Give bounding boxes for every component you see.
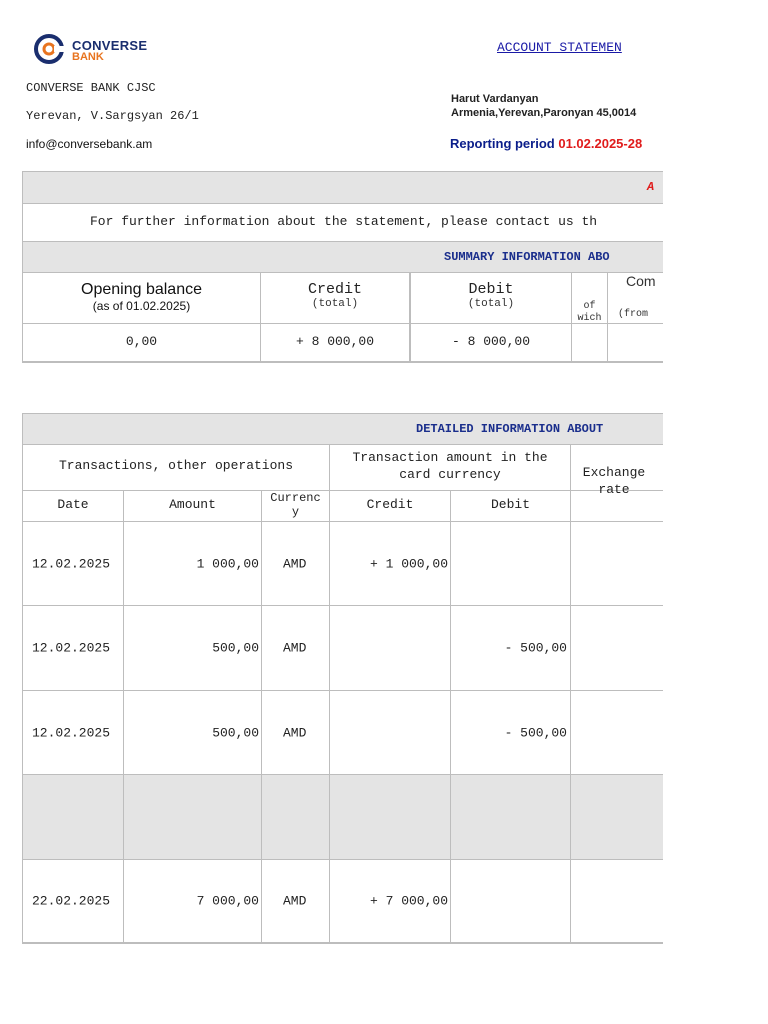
- bank-email[interactable]: info@conversebank.am: [26, 137, 153, 151]
- bank-logo: [34, 34, 174, 68]
- details-column-header-row: [23, 491, 663, 522]
- col-currency-2: y: [291, 505, 300, 519]
- summary-values-row: [23, 324, 663, 362]
- amount-group-label-2: card currency: [399, 467, 501, 482]
- details-group-header-row: [23, 445, 663, 497]
- col-date: Date: [57, 497, 89, 512]
- credit-total-value: + 8 000,00: [295, 334, 374, 349]
- details-table: [22, 413, 663, 944]
- details-title: DETAILED INFORMATION ABOUT: [416, 422, 604, 436]
- details-title-row: [23, 414, 663, 445]
- row-amount: 500,00: [212, 640, 259, 656]
- commission-label: Com: [626, 273, 656, 289]
- transactions-group-label: Transactions, other operations: [58, 458, 294, 473]
- col-currency-1: Currenc: [270, 491, 321, 505]
- reporting-period: [450, 136, 642, 151]
- summary-title: SUMMARY INFORMATION ABO: [444, 250, 610, 264]
- row-credit: + 1 000,00: [369, 556, 448, 571]
- summary-title-row: [23, 242, 663, 273]
- row-date: 22.02.2025: [32, 893, 111, 909]
- row-currency: AMD: [283, 556, 307, 571]
- exchange-rate-label-1: Exchange: [582, 465, 646, 480]
- col-amount: Amount: [169, 497, 216, 512]
- logo-subword: BANK: [72, 51, 104, 63]
- wich-label: wich: [577, 313, 602, 324]
- commission-sub: (from: [618, 309, 649, 320]
- opening-balance-value: 0,00: [125, 334, 158, 349]
- bank-address: Yerevan, V.Sargsyan 26/1: [26, 109, 199, 123]
- opening-balance-date: (as of 01.02.2025): [92, 299, 191, 313]
- row-currency: AMD: [283, 725, 307, 740]
- table-row: [23, 691, 663, 775]
- row-date: 12.02.2025: [32, 556, 111, 571]
- notice-text: For further information about the statement, please contact us th: [90, 214, 598, 229]
- table-row: [23, 606, 663, 691]
- row-currency: AMD: [283, 893, 307, 909]
- client-address: Armenia,Yerevan,Paronyan 45,0014: [451, 107, 637, 119]
- row-currency: AMD: [283, 640, 307, 656]
- row-amount: 7 000,00: [196, 893, 259, 909]
- debit-total-label: Debit: [468, 281, 514, 298]
- notice-fragment: A: [647, 180, 655, 194]
- opening-balance-label: Opening balance: [81, 281, 202, 298]
- row-amount: 1 000,00: [196, 556, 259, 571]
- table-row: [23, 860, 663, 943]
- credit-total-sub: (total): [311, 298, 359, 310]
- of-label: of: [583, 301, 596, 312]
- client-name: Harut Vardanyan: [451, 93, 539, 105]
- exchange-rate-label-2: rate: [598, 482, 630, 497]
- table-row: [23, 775, 663, 860]
- row-credit: + 7 000,00: [369, 893, 448, 909]
- summary-table: [22, 171, 663, 363]
- row-debit: - 500,00: [504, 725, 567, 740]
- col-debit: Debit: [490, 497, 530, 512]
- bank-name: CONVERSE BANK CJSC: [26, 81, 156, 95]
- row-date: 12.02.2025: [32, 640, 111, 656]
- logo-wordmark: CONVERSE: [72, 38, 148, 53]
- col-credit: Credit: [366, 497, 414, 512]
- table-row: [23, 522, 663, 606]
- period-label: Reporting period: [450, 136, 555, 151]
- details-rows: [23, 522, 663, 943]
- credit-total-label: Credit: [307, 281, 362, 298]
- period-value: 01.02.2025-28: [558, 136, 643, 151]
- amount-group-label-1: Transaction amount in the: [352, 450, 548, 465]
- statement-title-link[interactable]: ACCOUNT STATEMEN: [497, 40, 622, 55]
- debit-total-sub: (total): [467, 298, 515, 310]
- debit-total-value: - 8 000,00: [451, 334, 530, 349]
- row-debit: - 500,00: [504, 640, 567, 656]
- converse-logo-icon: [34, 34, 64, 64]
- row-date: 12.02.2025: [32, 725, 111, 740]
- row-amount: 500,00: [212, 725, 259, 740]
- summary-header-row: [23, 273, 663, 324]
- notice-row: [23, 204, 663, 242]
- notice-header-row: [23, 172, 663, 204]
